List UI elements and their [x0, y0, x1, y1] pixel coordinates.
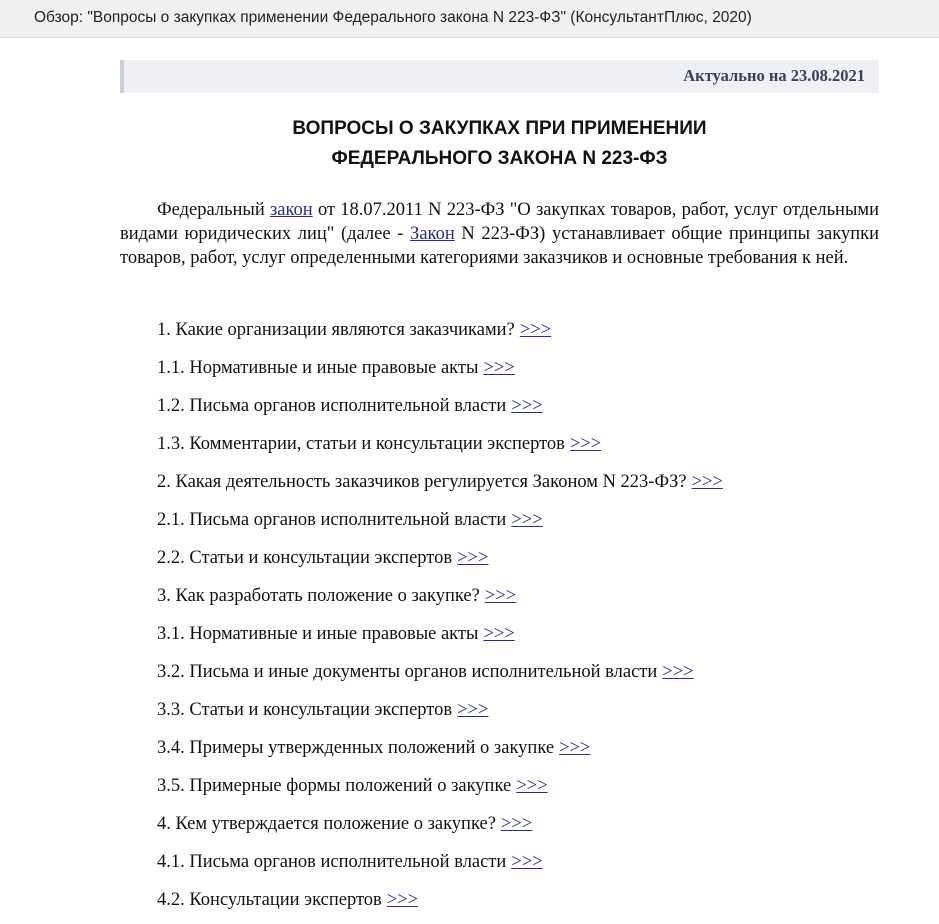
toc-item-link[interactable]: >>>	[457, 548, 489, 568]
toc-item-link[interactable]: >>>	[483, 624, 515, 644]
toc-item-label: 1.2. Письма органов исполнительной власти	[157, 396, 507, 416]
toc-item	[157, 468, 879, 506]
toc-item-label: 1.3. Комментарии, статьи и консультации экспертов	[157, 434, 565, 454]
intro-text-2: от 18.07.2011 N 223-ФЗ "О закупках товаров, работ, услуг отдельными видами юридических лиц" (далее -	[120, 200, 879, 244]
toc-item-link[interactable]: >>>	[386, 890, 419, 910]
toc-item-link[interactable]: >>>	[511, 396, 543, 416]
toc-item-link[interactable]: >>>	[483, 358, 515, 378]
toc-item-link[interactable]: >>>	[691, 472, 723, 492]
toc-item-link[interactable]: >>>	[511, 510, 543, 530]
toc-item-label: 2.2. Статьи и консультации экспертов	[157, 548, 453, 568]
toc-item-link[interactable]: >>>	[559, 738, 591, 758]
toc-item	[157, 316, 879, 354]
toc-item-label: 3.5. Примерные формы положений о закупке	[157, 776, 512, 796]
toc-item-link[interactable]: >>>	[662, 662, 694, 682]
intro-text-3: N 223-ФЗ) устанавливает общие принципы закупки товаров, работ, услуг определенными категориями заказчиков и основные требования к ней.	[120, 224, 880, 268]
toc-item-link[interactable]: >>>	[457, 700, 489, 720]
toc-item-label: 1.1. Нормативные и иные правовые акты	[157, 358, 479, 378]
toc-item	[157, 772, 879, 810]
toc-item-label: 3.2. Письма и иные документы органов исполнительной власти	[157, 662, 658, 682]
toc-item-label: 4.1. Письма органов исполнительной власти	[157, 852, 507, 872]
law-abbrev-link[interactable]: Закон	[410, 224, 455, 244]
toc-item	[157, 392, 879, 430]
window-title: Обзор: "Вопросы о закупках применении Федерального закона N 223-ФЗ" (КонсультантПлюс, 2020)	[34, 9, 752, 26]
toc-item-label: 3.1. Нормативные и иные правовые акты	[157, 624, 479, 644]
actuality-banner	[120, 60, 879, 93]
toc-item-link[interactable]: >>>	[500, 814, 533, 834]
toc-item	[157, 734, 879, 772]
toc-item	[157, 620, 879, 658]
toc-item-label: 4.2. Консультации экспертов	[157, 890, 382, 910]
toc-item	[157, 506, 879, 544]
toc-item-label: 3. Как разработать положение о закупке?	[157, 586, 480, 606]
toc-item-label: 1. Какие организации являются заказчиками?	[157, 320, 515, 340]
toc-item-link[interactable]: >>>	[511, 852, 543, 872]
title-line-1: ВОПРОСЫ О ЗАКУПКАХ ПРИ ПРИМЕНЕНИИ	[292, 118, 707, 139]
actual-date: Актуально на 23.08.2021	[683, 66, 865, 85]
toc-item-link[interactable]: >>>	[484, 586, 517, 606]
toc-item-label: 2. Какая деятельность заказчиков регулируется Законом N 223-ФЗ?	[157, 472, 687, 492]
toc-item-label: 2.1. Письма органов исполнительной власти	[157, 510, 507, 530]
title-line-2: ФЕДЕРАЛЬНОГО ЗАКОНА N 223-ФЗ	[331, 148, 668, 169]
toc-item	[157, 430, 879, 468]
title-bar	[0, 0, 939, 38]
toc-item	[157, 544, 879, 582]
toc-item	[157, 354, 879, 392]
toc-item	[157, 582, 879, 620]
toc-item	[157, 848, 879, 886]
law-link[interactable]: закон	[269, 200, 313, 220]
toc-item	[157, 886, 879, 924]
toc-item-link[interactable]: >>>	[516, 776, 548, 796]
toc-item-label: 3.3. Статьи и консультации экспертов	[157, 700, 453, 720]
table-of-contents	[157, 316, 879, 924]
intro-text-1: Федеральный	[157, 200, 270, 220]
toc-item-label: 3.4. Примеры утвержденных положений о закупке	[157, 738, 555, 758]
toc-item-label: 4. Кем утверждается положение о закупке?	[157, 814, 496, 834]
toc-item	[157, 696, 879, 734]
intro-paragraph	[120, 198, 879, 270]
toc-item	[157, 810, 879, 848]
document-title	[120, 114, 879, 174]
toc-item-link[interactable]: >>>	[519, 320, 552, 340]
toc-item	[157, 658, 879, 696]
toc-item-link[interactable]: >>>	[569, 434, 602, 454]
